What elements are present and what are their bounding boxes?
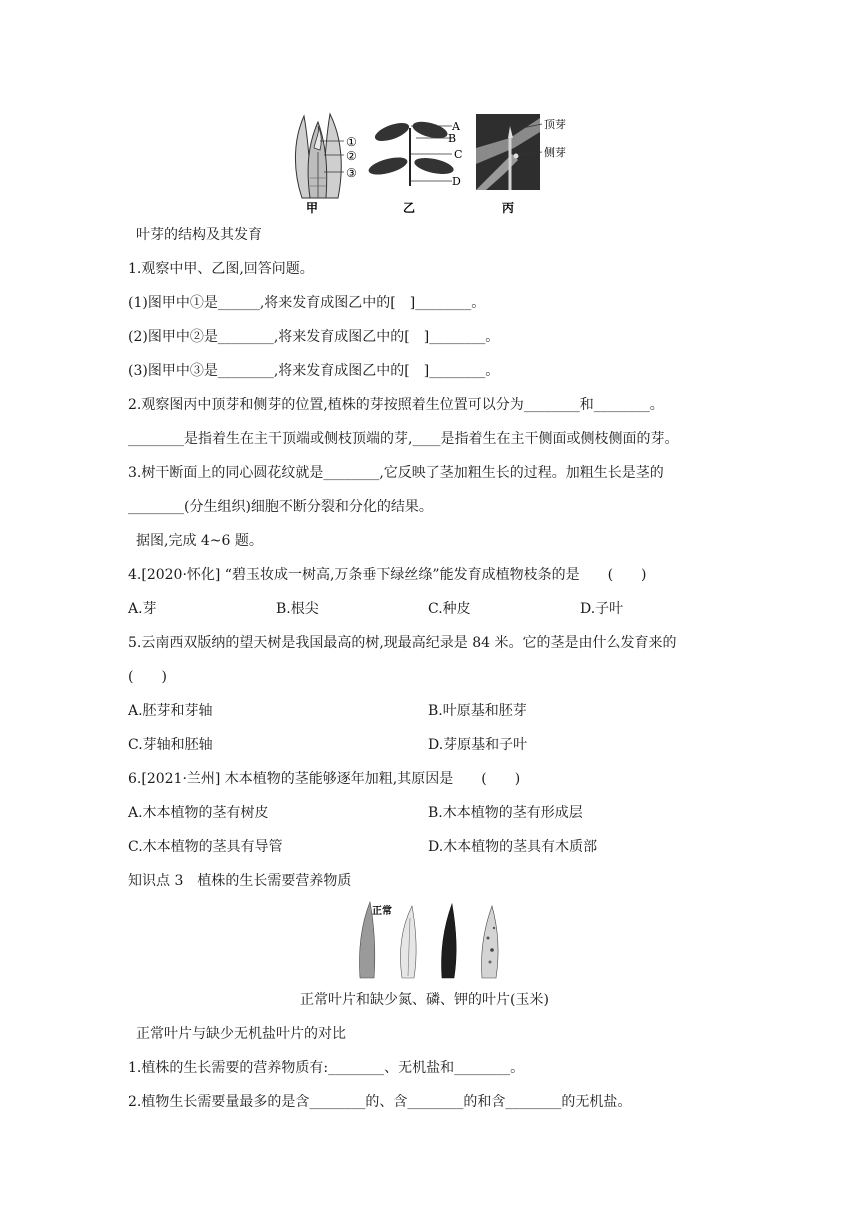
label-jia-1: ①: [346, 135, 357, 149]
question-5-stem: 5.云南西双版纳的望天树是我国最高的树,现最高纪录是 84 米。它的茎是由什么发育来的: [128, 635, 677, 651]
q5-option-c[interactable]: C.芽轴和胚轴: [128, 737, 213, 753]
question-3-line-1: 3.树干断面上的同心圆花纹就是________,它反映了茎加粗生长的过程。加粗生长是茎的: [128, 465, 664, 481]
label-jia-3: ③: [346, 166, 357, 180]
question-5-paren: ( ): [128, 669, 167, 685]
questions-4-6-intro: 据图,完成 4~6 题。: [136, 533, 263, 549]
label-normal-leaf: 正常: [372, 906, 392, 917]
q4-option-d[interactable]: D.子叶: [580, 601, 624, 617]
figure-corn-leaves: [352, 898, 512, 980]
q6-option-a[interactable]: A.木本植物的茎有树皮: [128, 805, 269, 821]
bud-section-drawing: [295, 114, 344, 198]
figure-bud-structure: [280, 108, 580, 218]
branch-drawing: [367, 119, 455, 186]
q5-option-b[interactable]: B.叶原基和胚芽: [428, 703, 527, 719]
caption-bing: 丙: [502, 201, 515, 215]
question-1-1: (1)图甲中①是______,将来发育成图乙中的[ ]________。: [128, 295, 486, 311]
q4-option-b[interactable]: B.根尖: [276, 601, 319, 617]
question-3-line-2: ________(分生组织)细胞不断分裂和分化的结果。: [128, 499, 433, 515]
label-yi-c: C: [454, 148, 463, 161]
q6-option-d[interactable]: D.木本植物的茎具有木质部: [428, 839, 598, 855]
q4-option-a[interactable]: A.芽: [128, 601, 157, 617]
corn-leaf-caption: 正常叶片和缺少氮、磷、钾的叶片(玉米): [300, 992, 549, 1008]
section3-question-1: 1.植株的生长需要的营养物质有:________、无机盐和________。: [128, 1060, 525, 1076]
q4-option-c[interactable]: C.种皮: [428, 601, 471, 617]
label-lateral-bud: 侧芽: [544, 146, 566, 159]
label-terminal-bud: 顶芽: [544, 118, 566, 131]
label-jia-2: ②: [346, 149, 357, 163]
knowledge-point-3-heading: 知识点 3 植株的生长需要营养物质: [128, 873, 352, 889]
question-2-line-2: ________是指着生在主干顶端或侧枝顶端的芽,____是指着生在主干侧面或侧枝侧面的芽。: [128, 431, 679, 447]
question-4-stem: 4.[2020·怀化] “碧玉妆成一树高,万条垂下绿丝绦”能发育成植物枝条的是 ( ): [128, 567, 647, 583]
label-yi-b: B: [448, 132, 457, 145]
question-2-line-1: 2.观察图丙中顶芽和侧芽的位置,植株的芽按照着生位置可以分为________和________。: [128, 397, 664, 413]
question-1-3: (3)图甲中③是________,将来发育成图乙中的[ ]________。: [128, 363, 500, 379]
leaf-phosphorus-deficient: [441, 904, 456, 978]
q6-option-b[interactable]: B.木本植物的茎有形成层: [428, 805, 583, 821]
bud-photo: [476, 114, 542, 190]
q5-option-a[interactable]: A.胚芽和芽轴: [128, 703, 213, 719]
q6-option-c[interactable]: C.木本植物的茎具有导管: [128, 839, 283, 855]
section3-question-2: 2.植物生长需要量最多的是含________的、含________的和含________的无机盐。: [128, 1094, 632, 1110]
comparison-subtitle: 正常叶片与缺少无机盐叶片的对比: [136, 1026, 346, 1042]
caption-jia: 甲: [306, 201, 319, 215]
caption-yi: 乙: [403, 201, 416, 215]
leaf-potassium-deficient: [481, 906, 498, 978]
label-yi-a: A: [452, 120, 460, 133]
section-title-bud: 叶芽的结构及其发育: [136, 227, 262, 243]
question-1-2: (2)图甲中②是________,将来发育成图乙中的[ ]________。: [128, 329, 500, 345]
q5-option-d[interactable]: D.芽原基和子叶: [428, 737, 528, 753]
question-1: 1.观察中甲、乙图,回答问题。: [128, 261, 314, 277]
question-6-stem: 6.[2021·兰州] 木本植物的茎能够逐年加粗,其原因是 ( ): [128, 771, 521, 787]
label-yi-d: D: [452, 175, 461, 188]
